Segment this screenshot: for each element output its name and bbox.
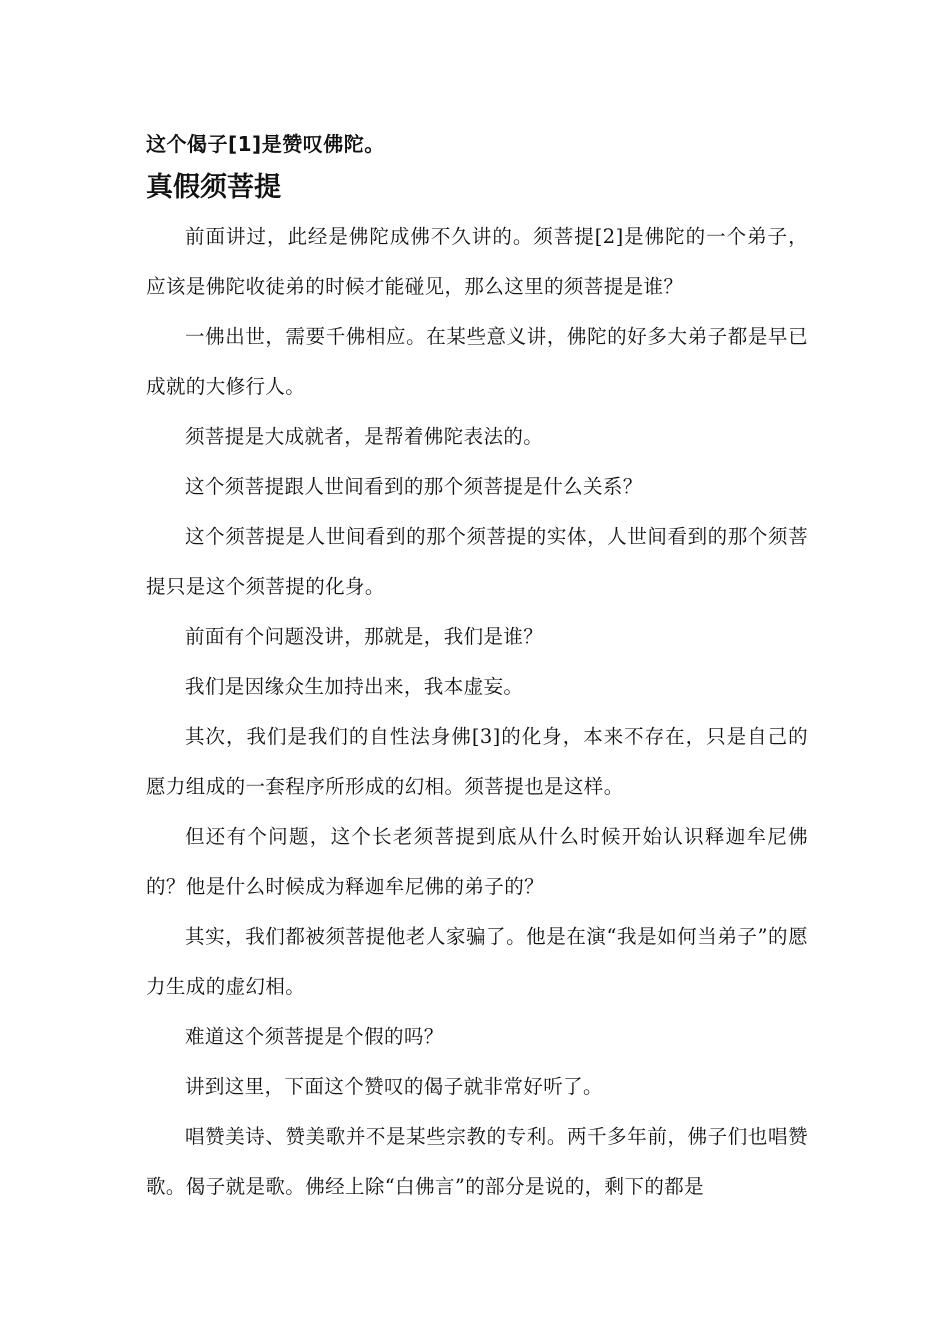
section-heading: 真假须菩提 <box>146 172 281 203</box>
paragraph: 一佛出世，需要千佛相应。在某些意义讲，佛陀的好多大弟子都是早已成就的大修行人。 <box>146 325 808 398</box>
paragraph: 前面讲过，此经是佛陀成佛不久讲的。须菩提[2]是佛陀的一个弟子，应该是佛陀收徒弟的时候才能碰见，那么这里的须菩提是谁？ <box>146 225 808 298</box>
paragraph: 唱赞美诗、赞美歌并不是某些宗教的专利。两千多年前，佛子们也唱赞歌。偈子就是歌。佛经上除“白佛言”的部分是说的，剩下的都是 <box>146 1125 808 1198</box>
paragraph: 这个须菩提跟人世间看到的那个须菩提是什么关系？ <box>185 475 643 498</box>
paragraph: 这个须菩提是人世间看到的那个须菩提的实体，人世间看到的那个须菩提只是这个须菩提的化身。 <box>146 525 808 598</box>
paragraph: 须菩提是大成就者，是帮着佛陀表法的。 <box>185 425 544 448</box>
document-body <box>146 130 808 1212</box>
paragraph: 其次，我们是我们的自性法身佛[3]的化身，本来不存在，只是自己的愿力组成的一套程序所形成的幻相。须菩提也是这样。 <box>146 725 808 798</box>
paragraph: 我们是因缘众生加持出来，我本虚妄。 <box>185 675 524 698</box>
paragraph: 难道这个须菩提是个假的吗？ <box>185 1025 444 1048</box>
paragraph: 其实，我们都被须菩提他老人家骗了。他是在演“我是如何当弟子”的愿力生成的虚幻相。 <box>146 925 808 998</box>
paragraph: 但还有个问题，这个长老须菩提到底从什么时候开始认识释迦牟尼佛的？他是什么时候成为释迦牟尼佛的弟子的？ <box>146 825 808 898</box>
paragraph: 讲到这里，下面这个赞叹的偈子就非常好听了。 <box>185 1075 603 1098</box>
lead-line: 这个偈子[1]是赞叹佛陀。 <box>146 132 385 156</box>
paragraph: 前面有个问题没讲，那就是，我们是谁？ <box>185 625 544 648</box>
